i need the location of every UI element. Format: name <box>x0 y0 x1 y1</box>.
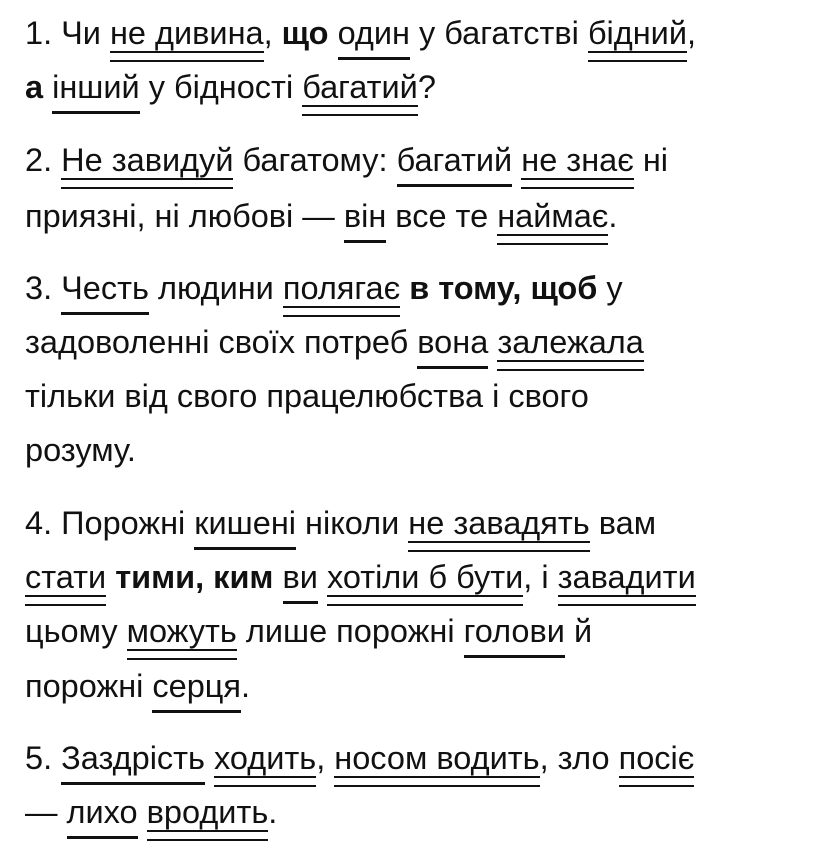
subject-word: інший <box>52 69 140 105</box>
conjunction-word: а <box>25 69 44 105</box>
subject-word: кишені <box>194 505 296 541</box>
predicate-word: не дивина <box>109 15 264 51</box>
text-segment <box>329 13 338 53</box>
text-line <box>25 13 696 53</box>
text-segment <box>488 322 497 362</box>
text-line <box>25 67 436 107</box>
subject-word: один <box>337 15 410 51</box>
text-segment: тільки від свого працелюбства і свого <box>25 378 589 414</box>
subject-word: він <box>343 198 387 234</box>
text-segment: . <box>268 794 278 830</box>
text-segment <box>138 792 147 832</box>
text-segment: у багатстві <box>410 15 588 51</box>
text-segment: все те <box>386 198 498 234</box>
predicate-word: Не завидуй <box>61 142 234 178</box>
text-segment: приязні, ні любові — <box>25 198 344 234</box>
predicate-word: посіє <box>618 740 695 776</box>
predicate-word: полягає <box>282 270 401 306</box>
text-segment: 2. <box>25 142 62 178</box>
text-segment: розуму. <box>25 432 136 468</box>
conjunction-word: тими, ким <box>115 559 274 595</box>
subject-word: багатий <box>396 142 513 178</box>
predicate-word: ходить <box>214 740 317 776</box>
text-line <box>25 430 136 470</box>
conjunction-word: в тому, щоб <box>409 270 598 306</box>
text-segment: у бідності <box>139 69 303 105</box>
text-segment: 4. Порожні <box>25 505 195 541</box>
subject-word: лихо <box>66 794 138 830</box>
text-segment: багатому: <box>233 142 397 178</box>
text-segment: , <box>316 740 335 776</box>
text-segment: , <box>263 15 282 51</box>
text-segment: , і <box>523 559 558 595</box>
text-segment: вам <box>589 505 657 541</box>
text-line <box>25 376 589 416</box>
predicate-word: вродить <box>146 794 269 830</box>
text-segment: цьому <box>25 613 127 649</box>
text-segment: — <box>25 794 67 830</box>
text-segment: у <box>597 270 623 306</box>
text-line <box>25 140 668 180</box>
text-segment <box>400 268 409 308</box>
text-segment: 1. Чи <box>25 15 110 51</box>
predicate-word: хотіли б бути <box>326 559 524 595</box>
predicate-word: стати <box>25 559 107 595</box>
text-segment: лише порожні <box>236 613 464 649</box>
text-segment: й <box>564 613 593 649</box>
text-segment: . <box>241 668 251 704</box>
text-line <box>25 322 644 362</box>
predicate-word: завадити <box>557 559 696 595</box>
text-segment: порожні <box>25 668 153 704</box>
text-segment: , зло <box>539 740 619 776</box>
text-segment <box>512 140 521 180</box>
text-segment: . <box>608 198 618 234</box>
predicate-word: не завадять <box>408 505 590 541</box>
conjunction-word: що <box>281 15 329 51</box>
text-segment: ніколи <box>296 505 409 541</box>
text-segment <box>273 557 282 597</box>
text-segment: , <box>687 15 697 51</box>
text-segment <box>318 557 327 597</box>
subject-word: Заздрість <box>61 740 205 776</box>
text-line <box>25 792 277 832</box>
text-line <box>25 666 250 706</box>
predicate-word: бідний <box>587 15 687 51</box>
text-segment: людини <box>148 270 283 306</box>
text-line <box>25 557 696 597</box>
text-segment: ? <box>417 69 436 105</box>
text-segment <box>205 738 214 778</box>
predicate-word: залежала <box>497 324 644 360</box>
predicate-word: можуть <box>126 613 237 649</box>
text-line <box>25 738 694 778</box>
text-segment: задоволенні своїх потреб <box>25 324 418 360</box>
subject-word: Честь <box>61 270 149 306</box>
text-line <box>25 611 592 651</box>
predicate-word: багатий <box>302 69 418 105</box>
predicate-word: не знає <box>521 142 634 178</box>
subject-word: вона <box>417 324 489 360</box>
subject-word: ви <box>282 559 318 595</box>
text-segment: ні <box>633 142 669 178</box>
text-line <box>25 503 656 543</box>
subject-word: голови <box>463 613 565 649</box>
text-segment: 3. <box>25 270 62 306</box>
text-segment <box>106 557 115 597</box>
text-line <box>25 268 623 308</box>
text-segment: 5. <box>25 740 62 776</box>
text-segment <box>43 67 52 107</box>
predicate-word: наймає <box>497 198 609 234</box>
subject-word: серця <box>152 668 242 704</box>
predicate-word: носом водить <box>334 740 540 776</box>
text-line <box>25 196 617 236</box>
